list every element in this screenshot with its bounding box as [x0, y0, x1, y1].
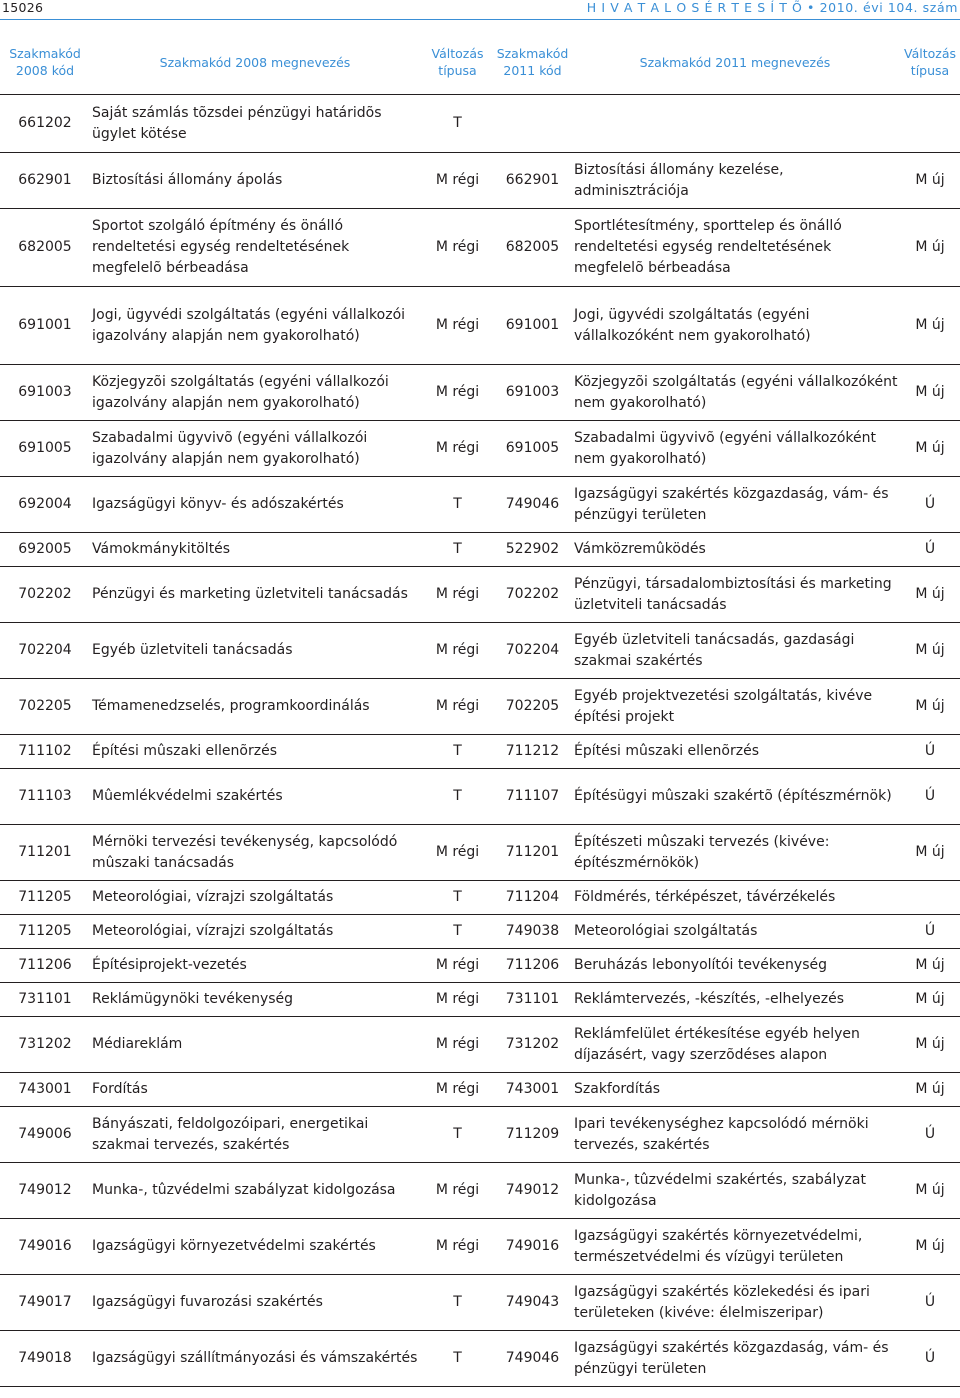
table-row	[0, 949, 960, 983]
old-type-cell: T	[420, 915, 495, 949]
new-type-cell: M új	[900, 153, 960, 209]
old-code-cell: 692005	[0, 533, 90, 567]
old-code-cell: 662901	[0, 153, 90, 209]
old-type-cell: T	[420, 1107, 495, 1163]
table-row	[0, 1017, 960, 1073]
journal-title: H I V A T A L O S É R T E S Í T Õ • 2010. évi 104. szám	[586, 0, 958, 15]
new-code-cell: 749038	[495, 915, 570, 949]
table-row	[0, 915, 960, 949]
table-row	[0, 533, 960, 567]
new-name-cell: Igazságügyi szakértés közgazdaság, vám- és pénzügyi területen	[570, 1331, 900, 1387]
new-name-cell: Ipari tevékenységhez kapcsolódó mérnöki tervezés, szakértés	[570, 1107, 900, 1163]
new-type-cell: M új	[900, 567, 960, 623]
old-type-cell: M régi	[420, 825, 495, 881]
table-row	[0, 769, 960, 825]
new-type-cell: M új	[900, 421, 960, 477]
new-code-cell: 691001	[495, 287, 570, 365]
old-name-cell: Sportot szolgáló építmény és önálló rendeltetési egység rendeltetésének megfelelõ bérbeadása	[90, 209, 420, 287]
old-name-cell: Fordítás	[90, 1073, 420, 1107]
new-name-cell: Építészeti mûszaki tervezés (kivéve: építészmérnökök)	[570, 825, 900, 881]
new-code-cell: 702204	[495, 623, 570, 679]
old-name-cell: Témamenedzselés, programkoordinálás	[90, 679, 420, 735]
new-name-cell: Igazságügyi szakértés közgazdaság, vám- és pénzügyi területen	[570, 477, 900, 533]
old-code-cell: 702205	[0, 679, 90, 735]
old-name-cell: Igazságügyi környezetvédelmi szakértés	[90, 1219, 420, 1275]
old-name-cell: Jogi, ügyvédi szolgáltatás (egyéni vállalkozói igazolvány alapján nem gyakorolható)	[90, 287, 420, 365]
new-name-cell: Vámközremûködés	[570, 533, 900, 567]
new-name-cell: Egyéb projektvezetési szolgáltatás, kivéve építési projekt	[570, 679, 900, 735]
old-name-cell: Saját számlás tõzsdei pénzügyi határidõs ügylet kötése	[90, 95, 420, 153]
old-type-cell: M régi	[420, 421, 495, 477]
old-type-cell: T	[420, 1331, 495, 1387]
new-code-cell: 731101	[495, 983, 570, 1017]
new-type-cell: M új	[900, 1073, 960, 1107]
table-row	[0, 1275, 960, 1331]
new-type-cell: M új	[900, 209, 960, 287]
table-row	[0, 983, 960, 1017]
old-code-cell: 711201	[0, 825, 90, 881]
old-name-cell: Igazságügyi könyv- és adószakértés	[90, 477, 420, 533]
table-row	[0, 679, 960, 735]
new-type-cell: M új	[900, 287, 960, 365]
old-type-cell: T	[420, 95, 495, 153]
new-type-cell: Ú	[900, 1275, 960, 1331]
new-name-cell: Szakfordítás	[570, 1073, 900, 1107]
table-header-row	[0, 30, 960, 95]
table-body	[0, 95, 960, 1387]
old-code-cell: 749018	[0, 1331, 90, 1387]
new-type-cell: Ú	[900, 915, 960, 949]
old-name-cell: Mûemlékvédelmi szakértés	[90, 769, 420, 825]
new-name-cell: Sportlétesítmény, sporttelep és önálló rendeltetési egység rendeltetésének megfelelõ bérbeadása	[570, 209, 900, 287]
col-new-name: Szakmakód 2011 megnevezés	[570, 30, 900, 95]
old-name-cell: Közjegyzõi szolgáltatás (egyéni vállalkozói igazolvány alapján nem gyakorolható)	[90, 365, 420, 421]
new-code-cell: 702205	[495, 679, 570, 735]
new-name-cell: Igazságügyi szakértés közlekedési és ipari területeken (kivéve: élelmiszeripar)	[570, 1275, 900, 1331]
col-old-code: Szakmakód 2008 kód	[0, 30, 90, 95]
new-type-cell: Ú	[900, 1107, 960, 1163]
old-type-cell: M régi	[420, 153, 495, 209]
old-code-cell: 702204	[0, 623, 90, 679]
new-code-cell: 702202	[495, 567, 570, 623]
new-code-cell: 711206	[495, 949, 570, 983]
col-old-type: Változás típusa	[420, 30, 495, 95]
old-name-cell: Igazságügyi fuvarozási szakértés	[90, 1275, 420, 1331]
new-code-cell: 662901	[495, 153, 570, 209]
old-type-cell: T	[420, 1275, 495, 1331]
old-name-cell: Szabadalmi ügyvivõ (egyéni vállalkozói igazolvány alapján nem gyakorolható)	[90, 421, 420, 477]
old-name-cell: Vámokmánykitöltés	[90, 533, 420, 567]
old-name-cell: Építésiprojekt-vezetés	[90, 949, 420, 983]
new-code-cell: 749046	[495, 1331, 570, 1387]
new-code-cell: 749016	[495, 1219, 570, 1275]
new-type-cell	[900, 95, 960, 153]
old-type-cell: M régi	[420, 1073, 495, 1107]
old-name-cell: Munka-, tûzvédelmi szabályzat kidolgozása	[90, 1163, 420, 1219]
table-row	[0, 209, 960, 287]
new-name-cell: Egyéb üzletviteli tanácsadás, gazdasági szakmai szakértés	[570, 623, 900, 679]
new-type-cell: Ú	[900, 533, 960, 567]
new-name-cell: Földmérés, térképészet, távérzékelés	[570, 881, 900, 915]
old-code-cell: 711102	[0, 735, 90, 769]
table-row	[0, 365, 960, 421]
old-code-cell: 682005	[0, 209, 90, 287]
new-name-cell: Közjegyzõi szolgáltatás (egyéni vállalkozóként nem gyakorolható)	[570, 365, 900, 421]
old-code-cell: 692004	[0, 477, 90, 533]
old-name-cell: Meteorológiai, vízrajzi szolgáltatás	[90, 915, 420, 949]
new-code-cell: 711201	[495, 825, 570, 881]
table-row	[0, 825, 960, 881]
new-name-cell: Reklámtervezés, -készítés, -elhelyezés	[570, 983, 900, 1017]
new-type-cell: Ú	[900, 735, 960, 769]
old-code-cell: 711103	[0, 769, 90, 825]
new-name-cell: Biztosítási állomány kezelése, adminisztrációja	[570, 153, 900, 209]
new-name-cell: Szabadalmi ügyvivõ (egyéni vállalkozóként nem gyakorolható)	[570, 421, 900, 477]
new-name-cell	[570, 95, 900, 153]
old-type-cell: M régi	[420, 209, 495, 287]
old-type-cell: M régi	[420, 1219, 495, 1275]
new-type-cell: Ú	[900, 1331, 960, 1387]
old-code-cell: 749006	[0, 1107, 90, 1163]
new-code-cell: 711204	[495, 881, 570, 915]
new-code-cell: 691003	[495, 365, 570, 421]
table-row	[0, 881, 960, 915]
table-row	[0, 153, 960, 209]
table-row	[0, 623, 960, 679]
table-row	[0, 287, 960, 365]
old-code-cell: 743001	[0, 1073, 90, 1107]
new-type-cell: Ú	[900, 477, 960, 533]
old-code-cell: 731101	[0, 983, 90, 1017]
old-code-cell: 749012	[0, 1163, 90, 1219]
new-type-cell	[900, 881, 960, 915]
table-row	[0, 1163, 960, 1219]
code-change-table	[0, 30, 960, 1387]
old-name-cell: Meteorológiai, vízrajzi szolgáltatás	[90, 881, 420, 915]
old-code-cell: 711205	[0, 915, 90, 949]
col-new-code: Szakmakód 2011 kód	[495, 30, 570, 95]
old-code-cell: 711205	[0, 881, 90, 915]
new-type-cell: M új	[900, 983, 960, 1017]
new-name-cell: Beruházás lebonyolítói tevékenység	[570, 949, 900, 983]
old-name-cell: Médiareklám	[90, 1017, 420, 1073]
old-name-cell: Mérnöki tervezési tevékenység, kapcsolódó mûszaki tanácsadás	[90, 825, 420, 881]
new-name-cell: Igazságügyi szakértés környezetvédelmi, természetvédelmi és vízügyi területen	[570, 1219, 900, 1275]
col-old-name: Szakmakód 2008 megnevezés	[90, 30, 420, 95]
old-type-cell: T	[420, 735, 495, 769]
old-type-cell: T	[420, 477, 495, 533]
new-type-cell: M új	[900, 949, 960, 983]
old-type-cell: T	[420, 533, 495, 567]
new-code-cell: 749046	[495, 477, 570, 533]
table-row	[0, 421, 960, 477]
new-code-cell: 691005	[495, 421, 570, 477]
old-type-cell: M régi	[420, 365, 495, 421]
new-code-cell: 682005	[495, 209, 570, 287]
table-row	[0, 477, 960, 533]
new-code-cell	[495, 95, 570, 153]
new-code-cell: 711209	[495, 1107, 570, 1163]
old-type-cell: M régi	[420, 949, 495, 983]
old-type-cell: M régi	[420, 1163, 495, 1219]
table-row	[0, 1219, 960, 1275]
new-code-cell: 731202	[495, 1017, 570, 1073]
old-type-cell: T	[420, 881, 495, 915]
new-code-cell: 522902	[495, 533, 570, 567]
new-code-cell: 749043	[495, 1275, 570, 1331]
old-code-cell: 702202	[0, 567, 90, 623]
old-code-cell: 749017	[0, 1275, 90, 1331]
header-rule	[0, 19, 960, 20]
new-type-cell: M új	[900, 679, 960, 735]
new-name-cell: Munka-, tûzvédelmi szakértés, szabályzat kidolgozása	[570, 1163, 900, 1219]
new-name-cell: Építési mûszaki ellenõrzés	[570, 735, 900, 769]
old-type-cell: M régi	[420, 623, 495, 679]
old-name-cell: Pénzügyi és marketing üzletviteli tanácsadás	[90, 567, 420, 623]
old-type-cell: M régi	[420, 1017, 495, 1073]
old-name-cell: Reklámügynöki tevékenység	[90, 983, 420, 1017]
new-type-cell: M új	[900, 1219, 960, 1275]
old-type-cell: M régi	[420, 679, 495, 735]
new-code-cell: 749012	[495, 1163, 570, 1219]
old-type-cell: M régi	[420, 287, 495, 365]
old-name-cell: Igazságügyi szállítmányozási és vámszakértés	[90, 1331, 420, 1387]
new-type-cell: Ú	[900, 769, 960, 825]
old-name-cell: Biztosítási állomány ápolás	[90, 153, 420, 209]
page-number: 15026	[2, 0, 44, 15]
new-type-cell: M új	[900, 1163, 960, 1219]
new-type-cell: M új	[900, 1017, 960, 1073]
new-name-cell: Építésügyi mûszaki szakértõ (építészmérnök)	[570, 769, 900, 825]
new-type-cell: M új	[900, 825, 960, 881]
old-name-cell: Bányászati, feldolgozóipari, energetikai szakmai tervezés, szakértés	[90, 1107, 420, 1163]
new-name-cell: Pénzügyi, társadalombiztosítási és marketing üzletviteli tanácsadás	[570, 567, 900, 623]
old-name-cell: Építési mûszaki ellenõrzés	[90, 735, 420, 769]
new-name-cell: Reklámfelület értékesítése egyéb helyen díjazásért, vagy szerzõdéses alapon	[570, 1017, 900, 1073]
new-name-cell: Jogi, ügyvédi szolgáltatás (egyéni vállalkozóként nem gyakorolható)	[570, 287, 900, 365]
old-code-cell: 661202	[0, 95, 90, 153]
old-code-cell: 711206	[0, 949, 90, 983]
old-type-cell: M régi	[420, 567, 495, 623]
table-row	[0, 567, 960, 623]
old-name-cell: Egyéb üzletviteli tanácsadás	[90, 623, 420, 679]
table-row	[0, 735, 960, 769]
new-code-cell: 711107	[495, 769, 570, 825]
old-code-cell: 731202	[0, 1017, 90, 1073]
table-row	[0, 1331, 960, 1387]
table-row	[0, 95, 960, 153]
old-code-cell: 749016	[0, 1219, 90, 1275]
table-row	[0, 1073, 960, 1107]
old-code-cell: 691001	[0, 287, 90, 365]
new-code-cell: 711212	[495, 735, 570, 769]
old-code-cell: 691005	[0, 421, 90, 477]
old-type-cell: M régi	[420, 983, 495, 1017]
new-type-cell: M új	[900, 623, 960, 679]
table-row	[0, 1107, 960, 1163]
new-type-cell: M új	[900, 365, 960, 421]
old-type-cell: T	[420, 769, 495, 825]
col-new-type: Változás típusa	[900, 30, 960, 95]
old-code-cell: 691003	[0, 365, 90, 421]
new-name-cell: Meteorológiai szolgáltatás	[570, 915, 900, 949]
new-code-cell: 743001	[495, 1073, 570, 1107]
